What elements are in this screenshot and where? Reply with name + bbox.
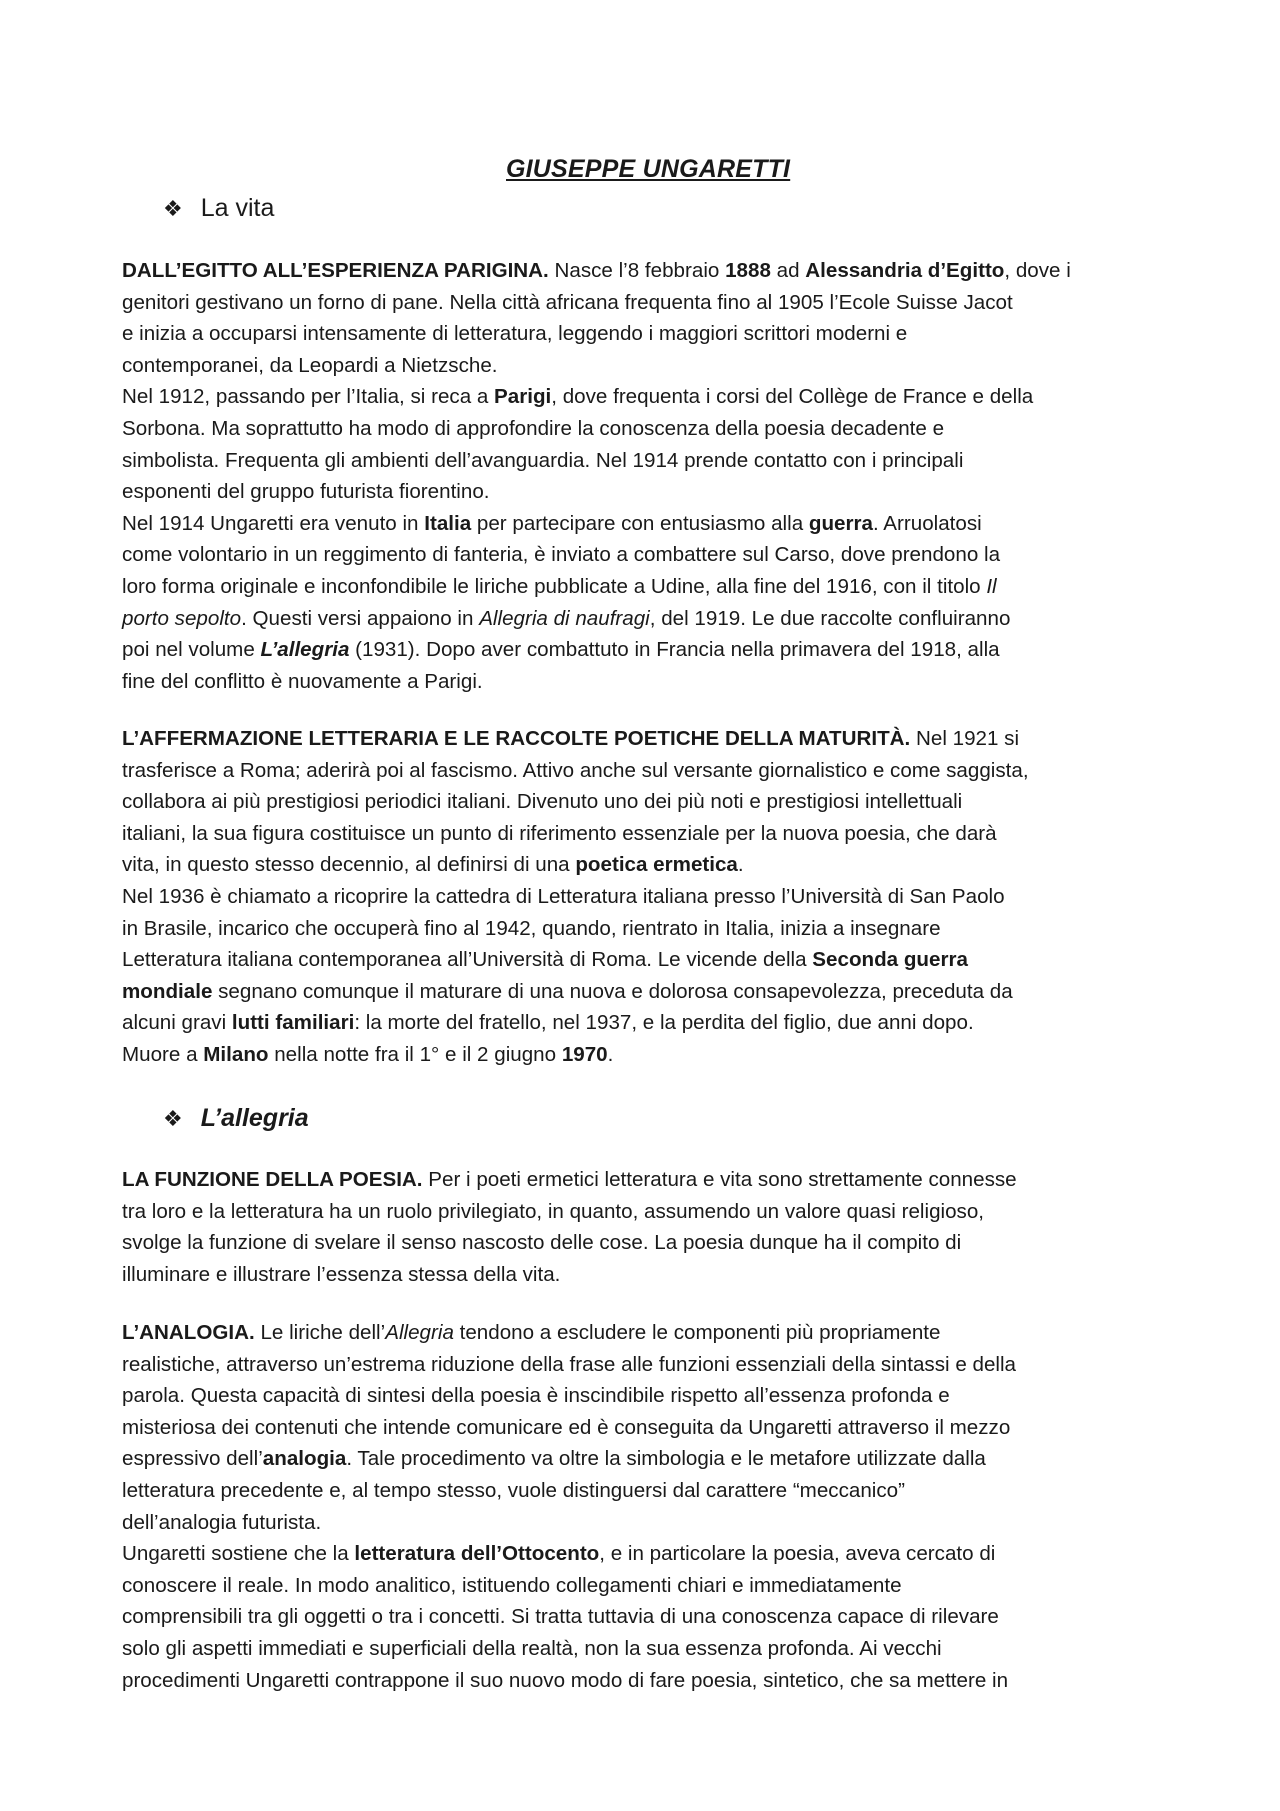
text-segment: collabora ai più prestigiosi periodici italiani. Divenuto uno dei più noti e prestigiosi intellettuali [122,790,963,814]
text-segment: . Arruolatosi [872,511,982,535]
text-segment: loro forma originale e inconfondibile le liriche pubblicate a Udine, alla fine del 1916, con il titolo [122,574,987,598]
text-line [122,786,1172,818]
text-segment: 1970 [561,1042,608,1066]
text-segment: illuminare e illustrare l’essenza stessa della vita. [122,1262,561,1286]
text-segment: segnano comunque il maturare di una nuova e dolorosa consapevolezza, preceduta da [212,979,1013,1003]
text-line [122,1349,1172,1381]
text-line [122,381,1172,413]
text-segment: trasferisce a Roma; aderirà poi al fascismo. Attivo anche sul versante giornalistico e come saggista, [122,758,1029,782]
text-line [122,476,1172,508]
text-line [122,1538,1172,1570]
text-segment: Milano [203,1042,269,1066]
section-heading-text: L’allegria [200,1104,309,1132]
text-line [122,881,1172,913]
text-line [122,666,1172,698]
text-segment: Sorbona. Ma soprattutto ha modo di approfondire la conoscenza della poesia decadente e [122,416,945,440]
text-segment: Nel 1936 è chiamato a ricoprire la cattedra di Letteratura italiana presso l’Università di San Paolo [122,884,1005,908]
section-heading-allegria [163,1104,309,1133]
page-title: GIUSEPPE UNGARETTI [506,155,791,183]
text-line [122,634,1172,666]
text-line [122,1227,1172,1259]
text-segment: letteratura precedente e, al tempo stesso, vuole distinguersi dal carattere “meccanico” [122,1478,905,1502]
text-segment: . [607,1042,614,1066]
text-segment: simbolista. Frequenta gli ambienti dell’avanguardia. Nel 1914 prende contatto con i principali [122,448,964,472]
paragraph-egitto-parigi [122,255,1172,697]
text-segment: guerra [808,511,873,535]
text-segment: nella notte fra il 1° e il 2 giugno [268,1042,562,1066]
text-segment: , del 1919. Le due raccolte confluiranno [649,606,1011,630]
text-segment: alcuni gravi [122,1011,232,1035]
text-line [122,1633,1172,1665]
text-line [122,1570,1172,1602]
text-line [122,1665,1172,1697]
text-segment: Per i poeti ermetici letteratura e vita sono strettamente connesse [422,1168,1017,1191]
text-segment: letteratura dell’Ottocento [354,1542,600,1566]
text-segment: Parigi [494,385,552,409]
text-segment: come volontario in un reggimento di fanteria, è inviato a combattere sul Carso, dove prendono la [122,543,1001,567]
text-segment: , dove frequenta i corsi del Collège de France e della [551,385,1034,409]
text-segment: italiani, la sua figura costituisce un punto di riferimento essenziale per la nuova poesia, che darà [122,821,997,845]
text-segment: per partecipare con entusiasmo alla [471,511,809,535]
text-segment: . Tale procedimento va oltre la simbologia e le metafore utilizzate dalla [346,1447,986,1471]
text-line [122,287,1172,319]
text-line [122,849,1172,881]
text-segment: poetica ermetica [575,853,738,877]
text-segment: misteriosa dei contenuti che intende comunicare ed è conseguita da Ungaretti attraverso il mezzo [122,1415,1011,1439]
text-line [122,976,1172,1008]
text-segment: porto sepolto [122,606,242,630]
text-line [122,508,1172,540]
text-segment: LA FUNZIONE DELLA POESIA. [122,1168,423,1191]
text-line [122,539,1172,571]
text-segment: vita, in questo stesso decennio, al definirsi di una [122,853,576,877]
paragraph-funzione-poesia [122,1164,1172,1290]
text-line [122,1507,1172,1539]
paragraph-analogia [122,1317,1172,1696]
text-line [122,1007,1172,1039]
text-segment: conoscere il reale. In modo analitico, istituendo collegamenti chiari e immediatamente [122,1573,902,1597]
text-segment: 1888 [725,259,771,282]
text-line [122,1601,1172,1633]
text-segment: Nel 1921 si [910,727,1020,750]
text-line [122,603,1172,635]
text-segment: genitori gestivano un forno di pane. Nella città africana frequenta fino al 1905 l’Ecole Suisse Jacot [122,290,1013,314]
text-line [122,318,1172,350]
text-line [122,723,1172,755]
text-segment: Muore a [122,1042,204,1066]
text-line [122,445,1172,477]
section-heading-la-vita [163,194,274,223]
text-segment: solo gli aspetti immediati e superficiali della realtà, non la sua essenza profonda. Ai vecchi [122,1636,942,1660]
text-line [122,1164,1172,1196]
text-segment: svolge la funzione di svelare il senso nascosto delle cose. La poesia dunque ha il compito di [122,1231,962,1255]
text-segment: fine del conflitto è nuovamente a Parigi. [122,669,483,693]
text-segment: L’allegria [260,638,350,662]
text-segment: esponenti del gruppo futurista fiorentino. [122,480,490,504]
text-segment: (1931). Dopo aver combattuto in Francia nella primavera del 1918, alla [349,638,1000,662]
text-segment: : la morte del fratello, nel 1937, e la perdita del figlio, due anni dopo. [354,1011,974,1035]
text-line [122,1317,1172,1349]
text-segment: tendono a escludere le componenti più propriamente [453,1321,941,1344]
text-segment: , dove i [1004,259,1071,282]
text-line [122,755,1172,787]
text-segment: comprensibili tra gli oggetti o tra i concetti. Si tratta tuttavia di una conoscenza capace di rilevare [122,1605,999,1629]
text-segment: , e in particolare la poesia, aveva cercato di [599,1542,996,1566]
text-line [122,1412,1172,1444]
diamond-bullet-icon: ❖ [163,195,183,221]
text-line [122,818,1172,850]
text-segment: . Questi versi appaiono in [241,606,480,630]
text-segment: Nel 1914 Ungaretti era venuto in [122,511,425,535]
text-segment: lutti familiari [231,1011,355,1035]
text-segment: in Brasile, incarico che occuperà fino al 1942, quando, rientrato in Italia, inizia a insegnare [122,916,941,940]
text-segment: parola. Questa capacità di sintesi della poesia è inscindibile rispetto all’essenza profonda e [122,1384,950,1408]
text-segment: Nasce l’8 febbraio [548,259,726,282]
text-segment: Allegria di naufragi [479,606,650,630]
text-segment: poi nel volume [122,638,261,662]
section-heading-text: La vita [200,194,275,222]
text-line [122,1196,1172,1228]
text-line [122,944,1172,976]
text-segment: Letteratura italiana contemporanea all’Università di Roma. Le vicende della [122,948,813,972]
text-line [122,350,1172,382]
text-segment: Italia [424,511,472,535]
text-segment: L’AFFERMAZIONE LETTERARIA E LE RACCOLTE POETICHE DELLA MATURITÀ. [122,727,911,750]
text-line [122,1475,1172,1507]
text-segment: dell’analogia futurista. [122,1510,322,1534]
text-segment: L’ANALOGIA. [122,1321,255,1344]
text-line [122,1259,1172,1291]
text-line [122,571,1172,603]
text-segment: contemporanei, da Leopardi a Nietzsche. [122,353,498,377]
text-segment: Allegria [385,1321,454,1344]
text-segment: Seconda guerra [812,948,968,972]
text-line [122,1039,1172,1071]
text-segment: Nel 1912, passando per l’Italia, si reca a [122,385,495,409]
text-segment: Alessandria d’Egitto [805,259,1005,282]
text-segment: ad [770,259,806,282]
text-segment: Le liriche dell’ [254,1321,386,1344]
text-line [122,1380,1172,1412]
text-segment: analogia [262,1447,347,1471]
text-line [122,913,1172,945]
text-segment: Il [986,574,997,598]
text-segment: realistiche, attraverso un’estrema riduzione della frase alle funzioni essenziali della sintassi e della [122,1352,1017,1376]
text-segment: Ungaretti sostiene che la [122,1542,355,1566]
paragraph-affermazione-letteraria [122,723,1172,1071]
text-segment: DALL’EGITTO ALL’ESPERIENZA PARIGINA. [122,259,549,282]
text-line [122,1443,1172,1475]
text-line [122,255,1172,287]
text-segment: e inizia a occuparsi intensamente di letteratura, leggendo i maggiori scrittori moderni e [122,322,908,346]
text-segment: tra loro e la letteratura ha un ruolo privilegiato, in quanto, assumendo un valore quasi religioso, [122,1199,985,1223]
text-segment: . [737,853,744,877]
text-line [122,413,1172,445]
diamond-bullet-icon: ❖ [163,1105,183,1131]
text-segment: procedimenti Ungaretti contrappone il suo nuovo modo di fare poesia, sintetico, che sa mettere in [122,1668,1009,1692]
text-segment: espressivo dell’ [122,1447,263,1471]
text-segment: mondiale [122,979,213,1003]
